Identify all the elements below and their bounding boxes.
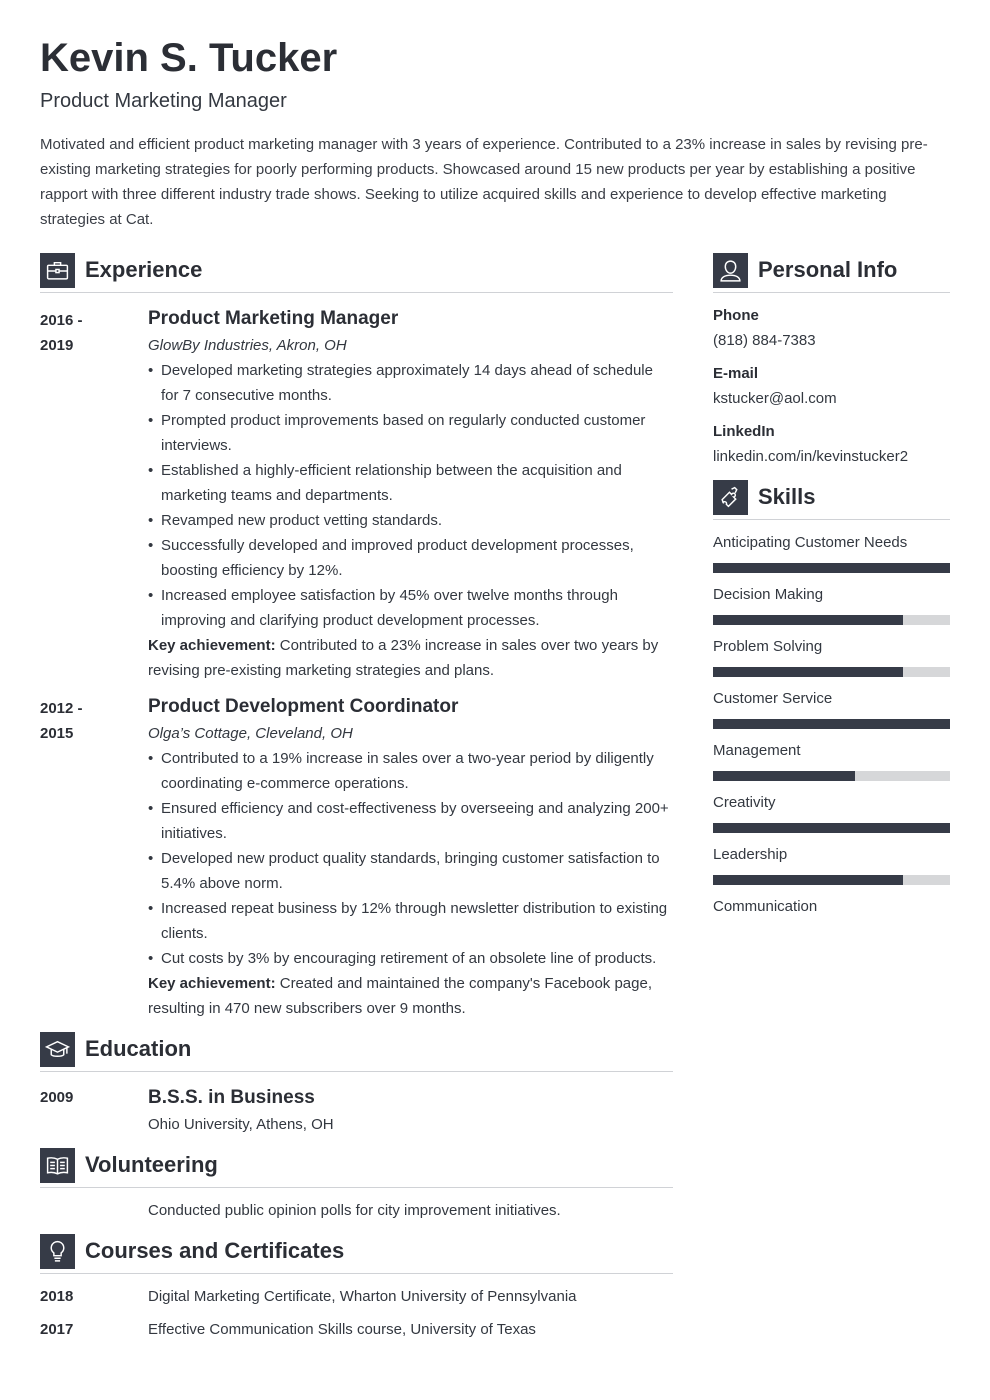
course-year: 2018 [40,1288,74,1305]
skill-bar [713,875,950,885]
skill-bar-fill [713,771,855,781]
puzzle-icon [713,480,748,515]
course-year: 2017 [40,1321,74,1338]
entry-date-empty [40,1198,148,1223]
skill-item [713,894,950,919]
graduation-cap-icon [40,1032,75,1067]
skill-bar [713,615,950,625]
education-title: Education [85,1036,192,1061]
key-achievement-text: Created and maintained the company's Facebook page, resulting in 470 new subscribers over 9 months. [148,975,652,1017]
bullet: • Cut costs by 3% by encouraging retirement of an obsolete line of products. [148,946,673,971]
key-achievement-text: Contributed to a 23% increase in sales over two years by revising pre-existing marketing strategies and plans. [148,637,659,679]
skill-name: Leadership [713,846,788,863]
volunteering-section-header [40,1147,673,1188]
date-start: 2012 - [40,700,83,717]
date-end: 2019 [40,337,74,354]
skill-item [713,842,950,885]
experience-entry [40,305,673,683]
entry-body [148,693,673,1021]
email-value: kstucker@aol.com [713,390,837,407]
personal-info-title: Personal Info [758,257,898,282]
lightbulb-icon [40,1234,75,1269]
skills-section-header [713,479,950,520]
skill-bar-fill [713,719,950,729]
education-year: 2009 [40,1089,74,1106]
linkedin-label: LinkedIn [713,423,775,440]
linkedin-value: linkedin.com/in/kevinstucker2 [713,448,909,465]
linkedin-block [713,419,950,469]
date-end: 2015 [40,725,74,742]
email-block [713,361,950,411]
skill-bar-fill [713,615,903,625]
skill-item [713,790,950,833]
skills-title: Skills [758,484,816,509]
bullet: • Developed new product quality standards, bringing customer satisfaction to 5.4% above norm. [148,846,673,896]
bullet: • Revamped new product vetting standards. [148,508,673,533]
degree: B.S.S. in Business [148,1087,315,1108]
key-achievement-label: Key achievement: [148,637,276,654]
phone-block [713,303,950,353]
skill-name: Creativity [713,794,776,811]
skill-name: Management [713,742,801,759]
bullet: • Successfully developed and improved product development processes, boosting efficiency by 12%. [148,533,673,583]
left-column [40,252,673,1342]
education-section-header [40,1031,673,1072]
open-book-icon [40,1148,75,1183]
bullet: • Ensured efficiency and cost-effectiveness by overseeing and analyzing 200+ initiatives. [148,796,673,846]
skill-bar [713,563,950,573]
entry-date [40,305,148,683]
bullet-list [148,358,673,633]
phone-value: (818) 884-7383 [713,332,816,349]
courses-section-header [40,1233,673,1274]
personal-info-section-header [713,252,950,293]
phone-label: Phone [713,307,759,324]
skill-item [713,634,950,677]
skill-bar-fill [713,823,950,833]
experience-title: Experience [85,257,203,282]
skill-item [713,738,950,781]
right-column [713,252,950,928]
volunteering-entry [40,1198,673,1223]
key-achievement [148,971,673,1021]
skill-bar-fill [713,563,950,573]
experience-section-header [40,252,673,293]
skill-name: Decision Making [713,586,824,603]
bullet: • Prompted product improvements based on regularly conducted customer interviews. [148,408,673,458]
school: Ohio University, Athens, OH [148,1116,334,1133]
bullet: • Increased employee satisfaction by 45% over twelve months through improving and clarifying product development processes. [148,583,673,633]
experience-entry [40,693,673,1021]
skill-bar [713,771,950,781]
skill-bar-fill [713,875,903,885]
bullet: • Established a highly-efficient relationship between the acquisition and marketing teams and departments. [148,458,673,508]
course-text: Effective Communication Skills course, University of Texas [148,1321,536,1338]
key-achievement-label: Key achievement: [148,975,276,992]
job-title: Product Marketing Manager [148,308,399,329]
skill-item [713,530,950,573]
skill-name: Communication [713,898,818,915]
company: Olga’s Cottage, Cleveland, OH [148,725,353,742]
volunteering-text: Conducted public opinion polls for city improvement initiatives. [148,1202,561,1219]
entry-body [148,305,673,683]
skills-list [713,530,950,919]
skill-name: Customer Service [713,690,833,707]
bullet-list [148,746,673,971]
company: GlowBy Industries, Akron, OH [148,337,347,354]
email-label: E-mail [713,365,759,382]
person-icon [713,253,748,288]
skill-name: Problem Solving [713,638,823,655]
key-achievement [148,633,673,683]
skill-bar [713,823,950,833]
skill-item [713,686,950,729]
entry-date [40,693,148,1021]
job-title: Product Development Coordinator [148,696,459,717]
bullet: • Increased repeat business by 12% through newsletter distribution to existing clients. [148,896,673,946]
briefcase-icon [40,253,75,288]
job-title-heading: Product Marketing Manager [40,90,287,112]
candidate-name: Kevin S. Tucker [40,36,338,80]
skill-bar [713,719,950,729]
bullet: • Developed marketing strategies approximately 14 days ahead of schedule for 7 consecutive months. [148,358,673,408]
bullet: • Contributed to a 19% increase in sales over a two-year period by diligently coordinating e-commerce operations. [148,746,673,796]
volunteering-title: Volunteering [85,1152,218,1177]
course-text: Digital Marketing Certificate, Wharton University of Pennsylvania [148,1288,577,1305]
skill-item [713,582,950,625]
education-entry [40,1084,673,1137]
entry-body [148,1084,673,1137]
skill-bar [713,667,950,677]
date-start: 2016 - [40,312,83,329]
course-entry [40,1317,673,1342]
summary: Motivated and efficient product marketing manager with 3 years of experience. Contributed to a 23% increase in sales by revising pre-existing marketing strategies for poorly performing products. Showcased around 15 new products per year by establishing a positive rapport with three different industry trade shows. Seeking to utilize acquired skills and experience to develop effective marketing strategies at Cat. [40,136,928,228]
skill-name: Anticipating Customer Needs [713,534,908,551]
course-entry [40,1284,673,1309]
courses-title: Courses and Certificates [85,1238,345,1263]
skill-bar-fill [713,667,903,677]
